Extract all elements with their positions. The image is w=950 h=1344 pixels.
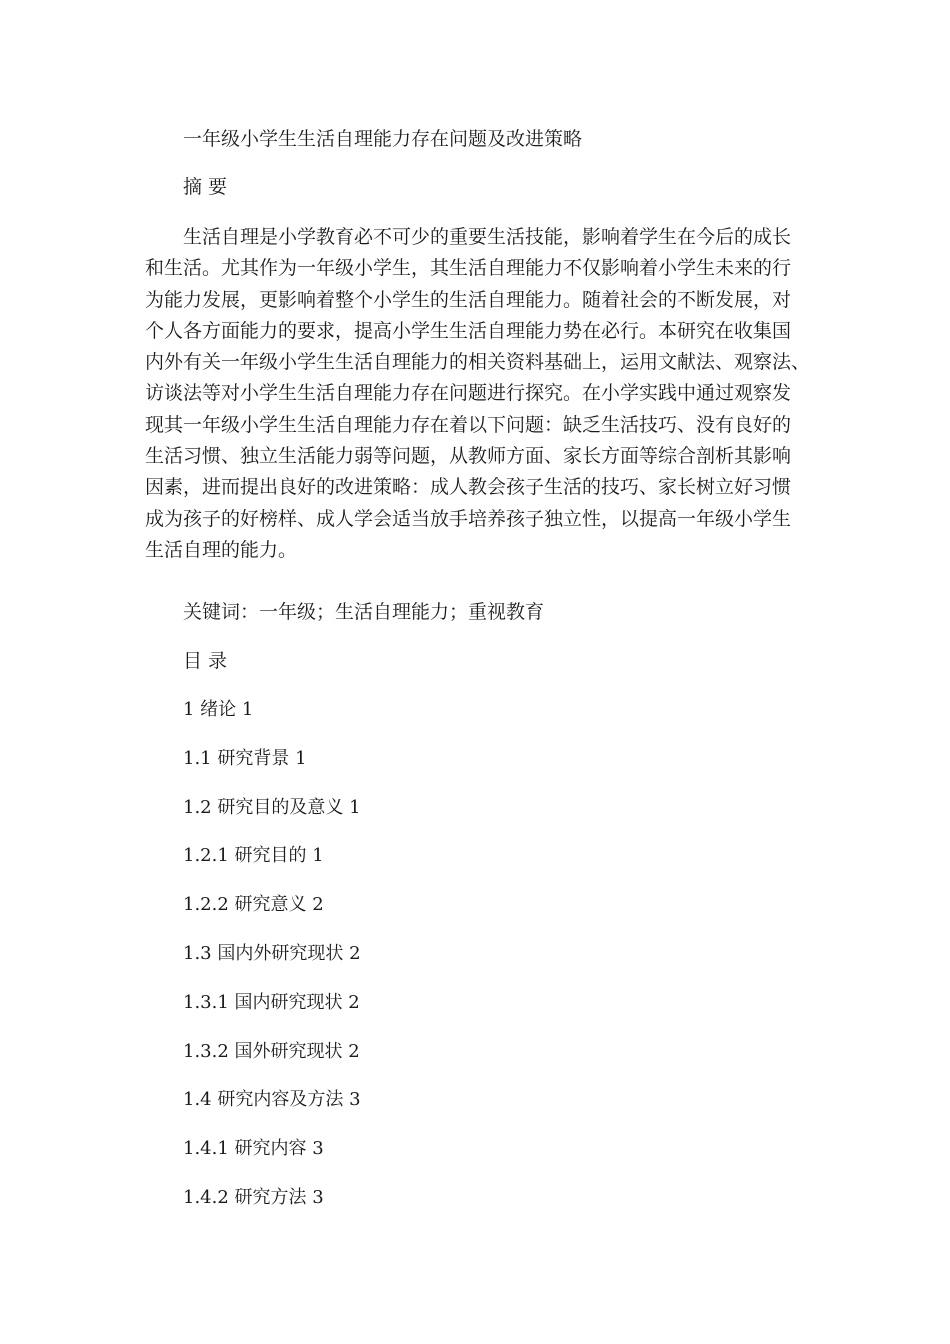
abstract-line: 个人各方面能力的要求，提高小学生生活自理能力势在必行。本研究在收集国 xyxy=(145,319,792,342)
abstract-line: 因素，进而提出良好的改进策略：成人教会孩子生活的技巧、家长树立好习惯 xyxy=(145,476,792,499)
keywords-line: 关键词：一年级；生活自理能力；重视教育 xyxy=(183,601,545,623)
toc-entry[interactable]: 1.2.1 研究目的 1 xyxy=(183,845,324,867)
toc-entry[interactable]: 1.4.1 研究内容 3 xyxy=(183,1138,324,1160)
toc-entry[interactable]: 1.3 国内外研究现状 2 xyxy=(183,942,361,964)
abstract-body xyxy=(145,222,811,566)
document-title: 一年级小学生生活自理能力存在问题及改进策略 xyxy=(183,128,583,150)
abstract-line: 生活自理的能力。 xyxy=(145,538,298,561)
abstract-heading: 摘 要 xyxy=(183,176,228,198)
toc-entry[interactable]: 1.1 研究背景 1 xyxy=(183,747,307,769)
toc-entry[interactable]: 1.4 研究内容及方法 3 xyxy=(183,1089,361,1111)
toc-entry[interactable]: 1.3.2 国外研究现状 2 xyxy=(183,1040,360,1062)
toc-entry[interactable]: 1 绪论 1 xyxy=(183,699,254,720)
toc-entry[interactable]: 1.2 研究目的及意义 1 xyxy=(183,796,361,818)
toc-entry[interactable]: 1.3.1 国内研究现状 2 xyxy=(183,991,360,1013)
toc-heading: 目 录 xyxy=(183,650,228,672)
table-of-contents xyxy=(183,696,361,1233)
toc-entry[interactable]: 1.4.2 研究方法 3 xyxy=(183,1186,324,1208)
abstract-line: 生活习惯、独立生活能力弱等问题，从教师方面、家长方面等综合剖析其影响 xyxy=(145,445,792,468)
abstract-line: 访谈法等对小学生生活自理能力存在问题进行探究。在小学实践中通过观察发 xyxy=(145,382,792,405)
abstract-line: 生活自理是小学教育必不可少的重要生活技能，影响着学生在今后的成长 xyxy=(183,226,792,248)
abstract-line: 现其一年级小学生生活自理能力存在着以下问题：缺乏生活技巧、没有良好的 xyxy=(145,413,792,436)
abstract-line: 为能力发展，更影响着整个小学生的生活自理能力。随着社会的不断发展，对 xyxy=(145,288,792,311)
abstract-line: 和生活。尤其作为一年级小学生，其生活自理能力不仅影响着小学生未来的行 xyxy=(145,257,792,280)
toc-entry[interactable]: 1.2.2 研究意义 2 xyxy=(183,894,324,916)
abstract-line: 成为孩子的好榜样、成人学会适当放手培养孩子独立性，以提高一年级小学生 xyxy=(145,507,792,530)
abstract-line: 内外有关一年级小学生生活自理能力的相关资料基础上，运用文献法、观察法、 xyxy=(145,351,811,374)
